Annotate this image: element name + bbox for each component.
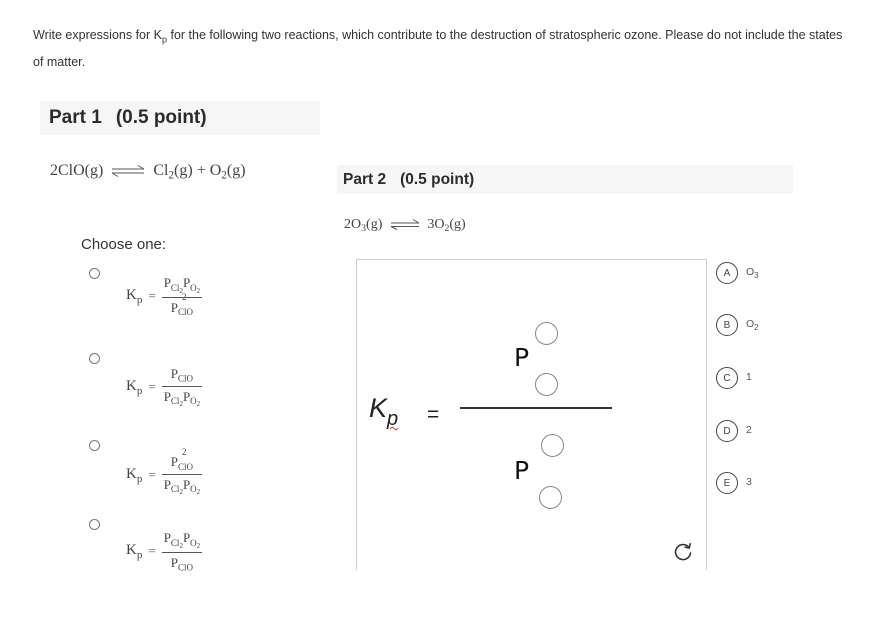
option-letter: D	[723, 425, 731, 437]
p-symbol: P	[163, 476, 171, 492]
reaction-product-tail: (g)	[226, 162, 246, 179]
kp-sub: p	[136, 548, 143, 561]
p-symbol: P	[170, 554, 179, 570]
kp2-equals: =	[427, 403, 440, 426]
denominator-exponent-slot[interactable]	[539, 486, 562, 509]
exponent-2: 2	[182, 292, 187, 303]
p-symbol: P	[163, 530, 171, 545]
reaction-sub: 3	[361, 222, 367, 234]
choice-3-expression[interactable]	[126, 446, 202, 497]
option-d-button[interactable]	[716, 420, 738, 442]
option-c-button[interactable]	[716, 367, 738, 389]
kp-fraction	[162, 275, 202, 317]
denominator-species-slot[interactable]	[541, 434, 564, 457]
equals-sign: =	[148, 467, 156, 483]
numerator-species-slot[interactable]	[535, 322, 558, 345]
fraction-bar	[162, 552, 202, 553]
equilibrium-arrow-icon	[111, 165, 145, 177]
p-symbol: P	[170, 366, 179, 381]
kp-fraction	[162, 446, 202, 497]
option-b-value	[746, 318, 759, 332]
fraction-bar	[162, 386, 202, 387]
kp2-sub: p	[387, 408, 399, 430]
kp-symbol: K	[126, 377, 137, 394]
instructions-text-tail: for the following two reactions, which contribute to the destruction of stratospheric ozone. Please do not include the states of matter.	[33, 28, 843, 69]
option-letter: B	[723, 319, 731, 331]
subscript-2: 2	[179, 488, 183, 497]
equals-sign: =	[148, 543, 156, 559]
subscript-2: 2	[196, 541, 201, 550]
subscript-2: 2	[179, 286, 183, 295]
choice-3-radio[interactable]	[89, 440, 100, 451]
species-o: O	[190, 484, 197, 495]
option-b-button[interactable]	[716, 314, 738, 336]
subscript-2: 2	[196, 400, 201, 409]
species-cl: Cl	[170, 282, 180, 293]
reaction-reactant: 2ClO(g)	[50, 162, 104, 179]
choice-1-radio[interactable]	[89, 268, 100, 279]
part2-points: (0.5 point)	[400, 171, 475, 188]
kp-sub: p	[136, 472, 143, 485]
subscript-2: 2	[179, 541, 183, 550]
option-value: 2	[746, 424, 752, 436]
p-symbol: P	[163, 275, 171, 290]
equals-sign: =	[148, 379, 156, 395]
kp-symbol: K	[126, 286, 137, 303]
reaction-product-tail: (g) + O	[174, 162, 222, 179]
subscript-2: 2	[196, 488, 201, 497]
part2-reaction	[344, 217, 466, 234]
species-clo: ClO	[178, 461, 194, 472]
part1-title: Part 1	[49, 107, 102, 128]
kp2-label	[369, 393, 398, 431]
kp-sub: p	[136, 293, 143, 306]
choice-2-radio[interactable]	[89, 353, 100, 364]
option-letter: C	[723, 372, 731, 384]
part2-title: Part 2	[343, 171, 387, 188]
species-clo: ClO	[178, 562, 194, 573]
numerator-p: P	[514, 343, 530, 372]
denominator-p: P	[514, 456, 530, 485]
subscript-2: 2	[196, 286, 201, 295]
option-value-sub: 2	[754, 323, 759, 333]
option-e-value	[746, 476, 752, 488]
instructions-sub: p	[161, 34, 167, 45]
choose-one-label: Choose one:	[81, 236, 167, 253]
choice-4-expression[interactable]	[126, 530, 202, 572]
part1-points: (0.5 point)	[115, 107, 207, 128]
part2-header	[337, 165, 793, 194]
p-symbol: P	[182, 530, 191, 545]
part1-reaction	[50, 162, 246, 181]
kp-fraction	[162, 366, 202, 408]
choice-1-expression[interactable]	[126, 275, 202, 317]
species-o: O	[190, 282, 197, 293]
option-a-value	[746, 266, 759, 280]
option-a-button[interactable]	[716, 262, 738, 284]
option-d-value	[746, 424, 752, 436]
kp2-symbol: K	[369, 393, 388, 423]
species-cl: Cl	[170, 537, 180, 548]
equilibrium-arrow-icon	[390, 219, 420, 230]
kp-symbol: K	[126, 541, 137, 558]
reaction-tail: (g)	[449, 217, 466, 232]
kp2-fraction-bar	[460, 407, 612, 409]
equals-sign: =	[148, 288, 156, 304]
reaction-product: 3O	[427, 217, 445, 232]
reset-icon[interactable]	[672, 541, 694, 563]
numerator-exponent-slot[interactable]	[535, 373, 558, 396]
option-value: 3	[746, 476, 752, 488]
reaction-reactant: 2O	[344, 217, 362, 232]
reaction-tail: (g)	[366, 217, 383, 232]
part1-header	[40, 101, 320, 135]
option-e-button[interactable]	[716, 472, 738, 494]
option-value: O	[746, 266, 755, 278]
choice-2-expression[interactable]	[126, 366, 202, 408]
kp-builder-area[interactable]	[356, 259, 707, 570]
species-clo: ClO	[178, 307, 194, 318]
reaction-sub: 2	[221, 169, 227, 182]
p-symbol: P	[182, 275, 191, 290]
p-symbol: P	[182, 476, 191, 492]
p-symbol: P	[170, 454, 179, 469]
kp-fraction	[162, 530, 202, 572]
option-letter: A	[723, 267, 731, 279]
p-symbol: P	[170, 299, 179, 315]
species-clo: ClO	[178, 373, 194, 384]
kp-symbol: K	[126, 465, 137, 482]
species-o: O	[190, 396, 197, 407]
option-letter: E	[723, 477, 731, 489]
p-symbol: P	[163, 388, 171, 404]
option-value: O	[746, 318, 755, 330]
reaction-product-cl: Cl	[153, 162, 169, 179]
exponent-2: 2	[182, 446, 187, 457]
option-value: 1	[746, 371, 752, 383]
choice-4-radio[interactable]	[89, 519, 100, 530]
fraction-bar	[162, 474, 202, 475]
species-cl: Cl	[170, 484, 180, 495]
species-o: O	[190, 537, 197, 548]
reaction-sub: 2	[444, 222, 450, 234]
instructions	[33, 24, 853, 73]
option-c-value	[746, 371, 752, 383]
reaction-sub: 2	[168, 169, 175, 182]
species-cl: Cl	[170, 396, 180, 407]
instructions-text: Write expressions for K	[33, 28, 162, 42]
p-symbol: P	[182, 388, 191, 404]
kp-sub: p	[136, 384, 143, 397]
option-value-sub: 3	[754, 271, 759, 281]
subscript-2: 2	[179, 400, 183, 409]
